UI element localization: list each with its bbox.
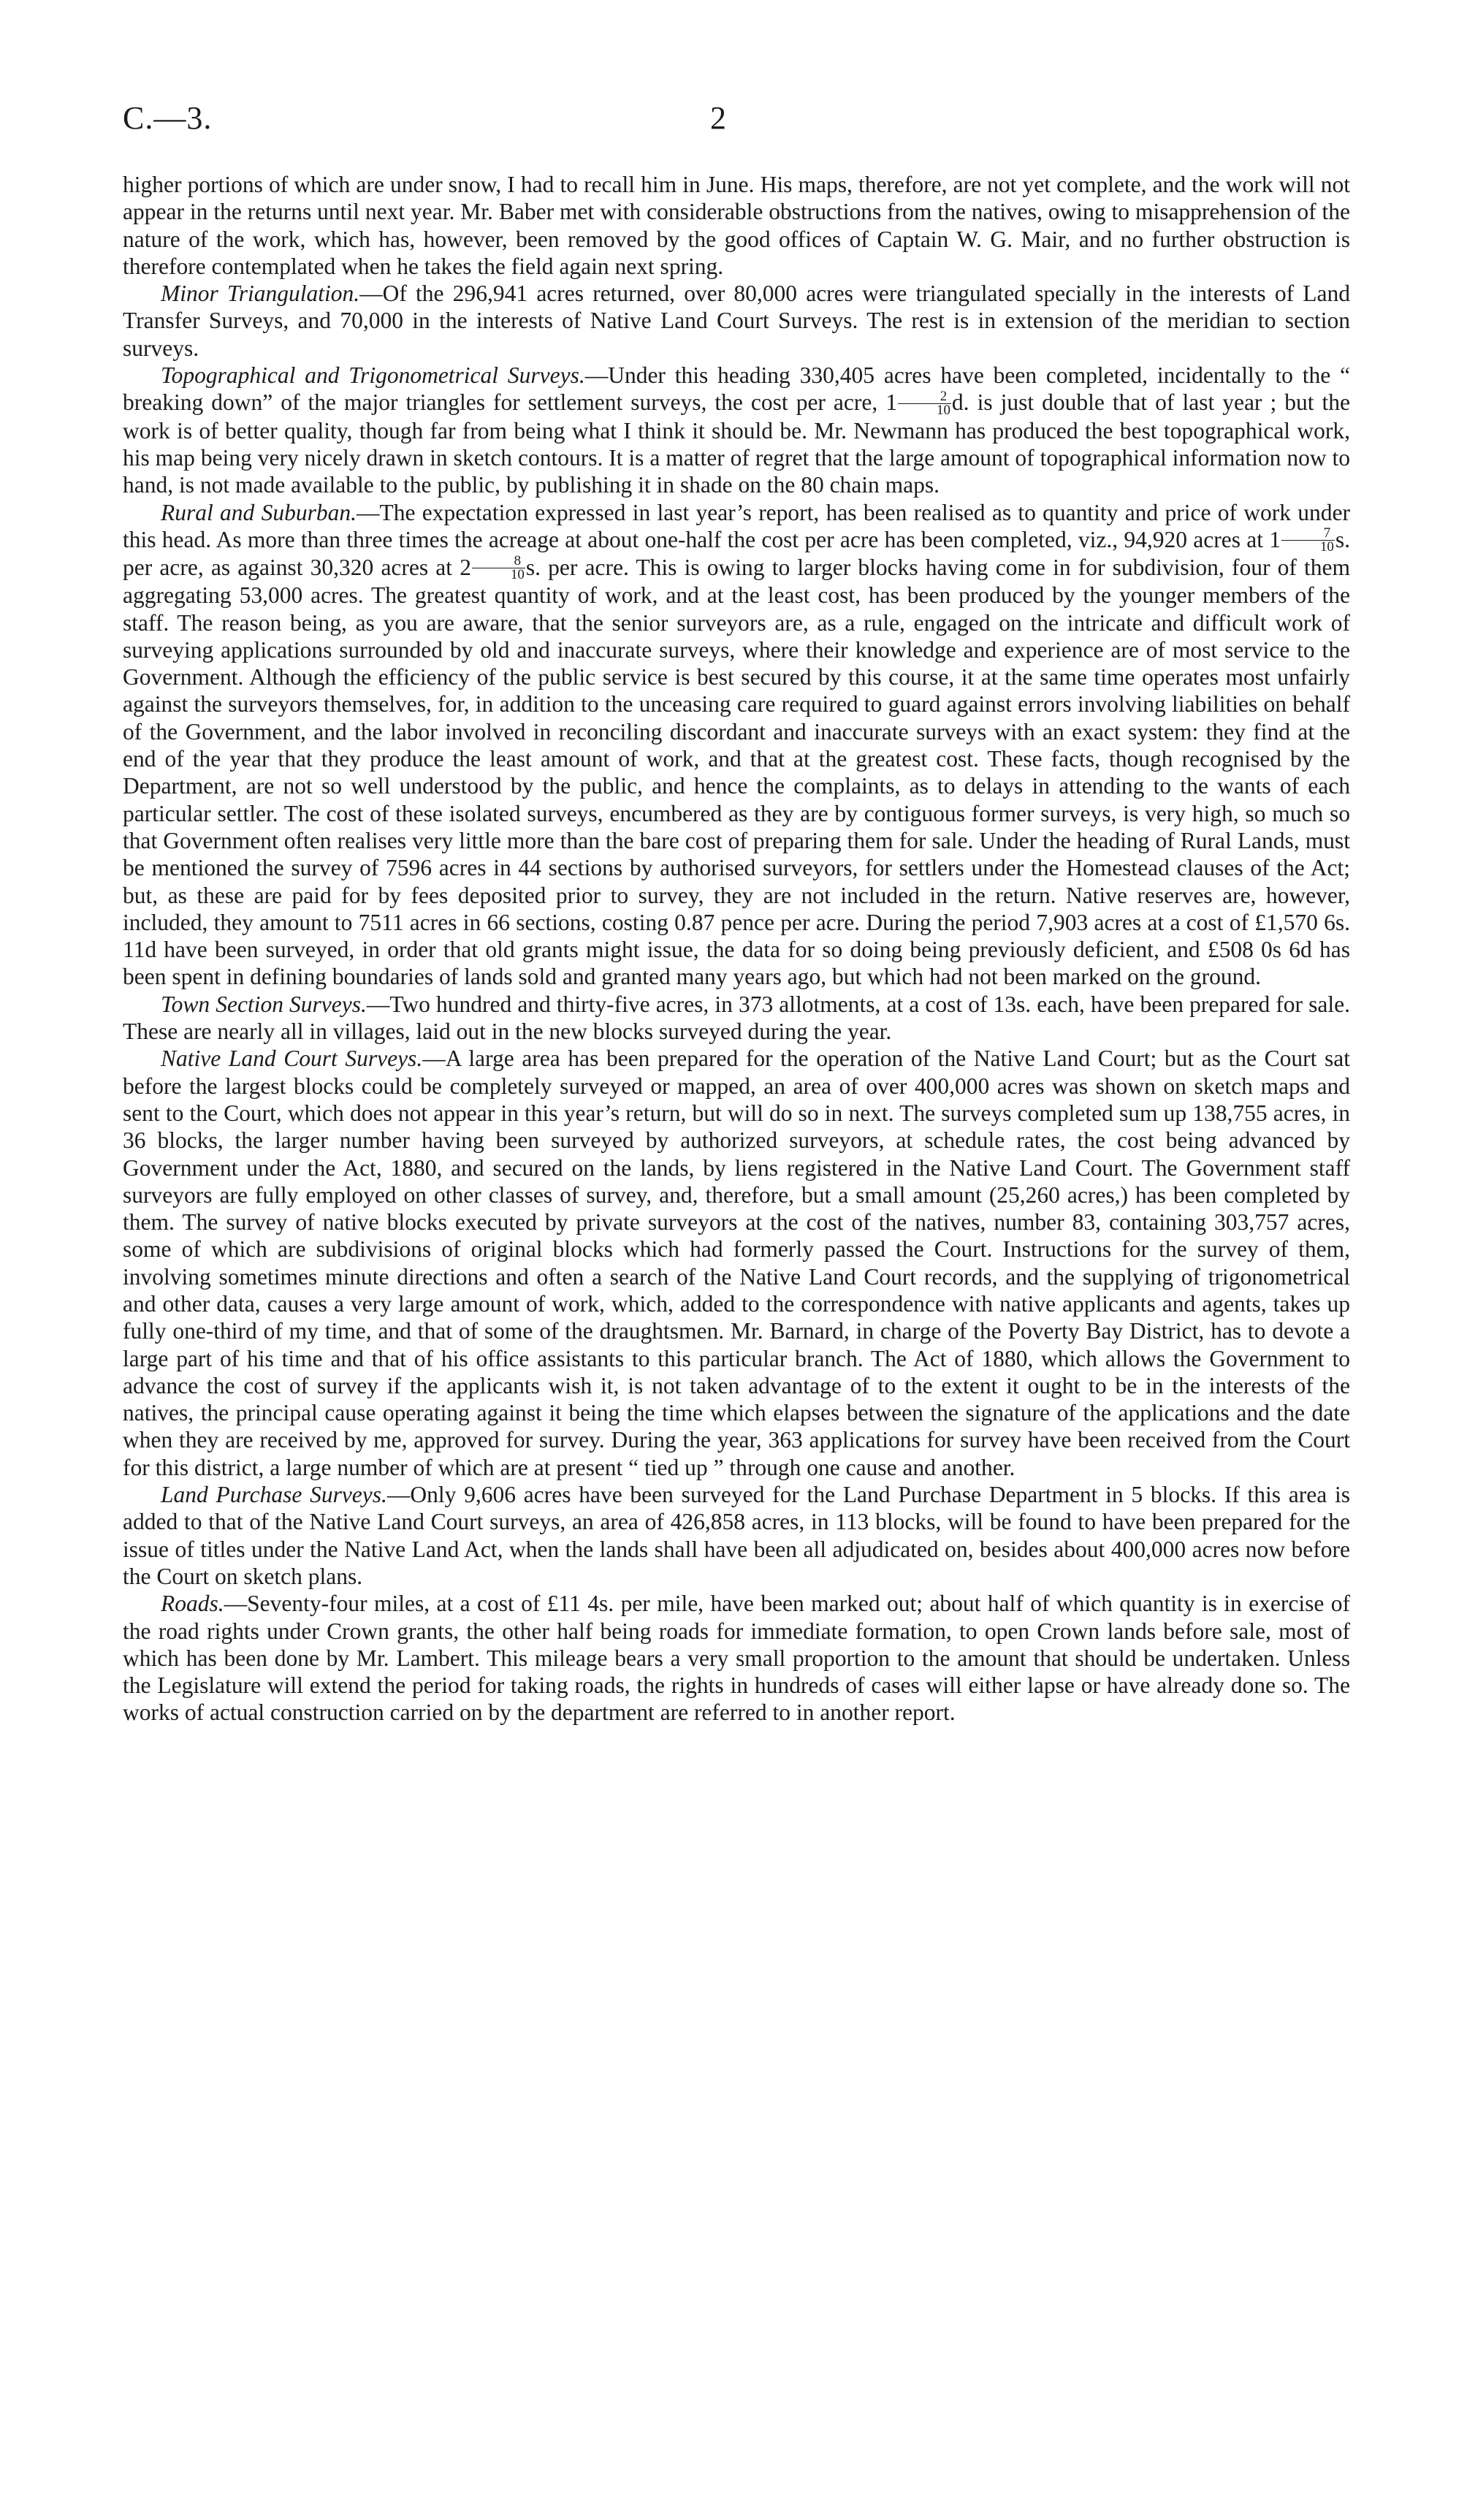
section-heading-town-section-surveys: Town Section Surveys. xyxy=(161,991,367,1017)
paragraph-town-section-surveys xyxy=(123,991,1350,1046)
paragraph-continuation xyxy=(123,171,1350,280)
fraction-denominator: 10 xyxy=(1319,539,1334,555)
paragraph-text: d. is just double that of last year ; but the work is of better quality, though far from being what I think it should be. Mr. Newmann has produced the best topographical work, his map being very nicely drawn in sketch contours. It is a matter of regret that the large amount of topographical information now to hand, is not made available to the public, by publishing it in shade on the 80 chain maps. xyxy=(123,389,1350,498)
fraction-numerator: 2 xyxy=(898,390,951,404)
paragraph-roads xyxy=(123,1590,1350,1726)
paragraph-text: —Of the 296,941 acres returned, over 80,000 acres were triangulated specially in the interests of Land Transfer Surveys, and 70,000 in the interests of Native Land Court Surveys. The rest is in extension of the meridian to section surveys. xyxy=(123,281,1350,361)
fraction xyxy=(898,390,951,417)
paragraph-text: —Two hundred and thirty-five acres, in 373 allotments, at a cost of 13s. each, have been prepared for sale. These are nearly all in villages, laid out in the new blocks surveyed during the year. xyxy=(123,991,1350,1045)
report-body xyxy=(123,171,1350,1727)
paragraph-native-land-court-surveys xyxy=(123,1045,1350,1481)
paragraph-text: s. per acre. This is owing to larger blocks having come in for subdivision, four of them aggregating 53,000 acres. The greatest quantity of work, and at the least cost, has been produced by the younger members of the staff. The reason being, as you are aware, that the senior surveyors are, as a rule, engaged on the intricate and difficult work of surveying applications surrounded by old and inaccurate surveys, where their knowledge and experience are of most service to the Government. Although the efficiency of the public service is best secured by this course, it at the same time operates most unfairly against the surveyors themselves, for, in addition to the unceasing care required to guard against errors involving liabilities on behalf of the Government, and the labor involved in reconciling discordant and inaccurate surveys with an exact system: they find at the end of the year that they produce the least amount of work, and that at the greatest cost. These facts, though recognised by the Department, are not so well understood by the public, and hence the complaints, as to delays in attending to the wants of each particular settler. The cost of these isolated surveys, encumbered as they are by contiguous former surveys, is very high, so much so that Government often realises very little more than the bare cost of preparing them for sale. Under the heading of Rural Lands, must be mentioned the survey of 7596 acres in 44 sections by authorised surveyors, for settlers under the Homestead clauses of the Act; but, as these are paid for by fees deposited prior to survey, they are not included in the return. Native reserves are, however, included, they amount to 7511 acres in 66 sections, costing 0.87 pence per acre. During the period 7,903 acres at a cost of £1,570 6s. 11d have been surveyed, in order that old grants might issue, the data for so doing being previously deficient, and £508 0s 6d has been spent in defining boundaries of lands sold and granted many years ago, but which had not been marked on the ground. xyxy=(123,555,1350,990)
section-heading-land-purchase-surveys: Land Purchase Surveys. xyxy=(161,1482,387,1508)
paragraph-text: higher portions of which are under snow, I had to recall him in June. His maps, therefore, are not yet complete, and the work will not appear in the returns until next year. Mr. Baber met with considerable obstructions from the natives, owing to misapprehension of the nature of the work, which has, however, been removed by the good offices of Captain W. G. Mair, and no further obstruction is therefore contemplated when he takes the field again next spring. xyxy=(123,172,1350,279)
fraction-denominator: 10 xyxy=(937,402,950,418)
paragraph-text: —The expectation expressed in last year’s report, has been realised as to quantity and price of work under this head. As more than three times the acreage at about one-half the cost per acre has been completed, viz., 94,920 acres at 1 xyxy=(123,499,1350,552)
section-heading-native-land-court-surveys: Native Land Court Surveys. xyxy=(161,1046,423,1072)
paragraph-minor-triangulation xyxy=(123,280,1350,362)
page-number: 2 xyxy=(710,100,726,136)
fraction-denominator: 10 xyxy=(510,567,525,583)
paragraph-text: —Under this heading 330,405 acres have been completed, incidentally to the “ breaking down” of the major triangles for settlement surveys, the cost per acre, 1 xyxy=(123,362,1350,416)
fraction xyxy=(1281,527,1335,554)
paragraph-text: —Only 9,606 acres have been surveyed for the Land Purchase Department in 5 blocks. If this area is added to that of the Native Land Court surveys, an area of 426,858 acres, in 113 blocks, will be found to have been prepared for the issue of titles under the Native Land Act, when the lands shall have been all adjudicated on, besides about 400,000 acres now before the Court on sketch plans. xyxy=(123,1482,1350,1589)
section-heading-roads: Roads. xyxy=(161,1591,224,1617)
paragraph-rural-suburban xyxy=(123,499,1350,991)
section-heading-topographical-surveys: Topographical and Trigonometrical Surveys. xyxy=(161,362,585,389)
section-heading-minor-triangulation: Minor Triangulation. xyxy=(161,281,360,307)
section-heading-rural-suburban: Rural and Suburban. xyxy=(161,499,357,525)
document-reference: C.—3. xyxy=(123,100,213,136)
paragraph-text: s. per acre, as against 30,320 acres at 2 xyxy=(123,526,1350,581)
fraction xyxy=(472,555,525,582)
paragraph-land-purchase-surveys xyxy=(123,1481,1350,1590)
paragraph-text: —A large area has been prepared for the operation of the Native Land Court; but as the Court sat before the largest blocks could be completely surveyed or mapped, an area of over 400,000 acres was shown on sketch maps and sent to the Court, which does not appear in this year’s return, but will do so in next. The surveys completed sum up 138,755 acres, in 36 blocks, the larger number having been surveyed by authorized surveyors, at schedule rates, the cost being advanced by Government under the Act, 1880, and secured on the lands, by liens registered in the Native Land Court. The Government staff surveyors are fully employed on other classes of survey, and, therefore, but a small amount (25,260 acres,) has been completed by them. The survey of native blocks executed by private surveyors at the cost of the natives, number 83, containing 303,757 acres, some of which are subdivisions of original blocks which had formerly passed the Court. Instructions for the survey of them, involving sometimes minute directions and often a search of the Native Land Court records, and the supplying of trigonometrical and other data, causes a very large amount of work, which, added to the correspondence with native applicants and agents, takes up fully one-third of my time, and that of some of the draughtsmen. Mr. Barnard, in charge of the Poverty Bay District, has to devote a large part of his time and that of his office assistants to this particular branch. The Act of 1880, which allows the Government to advance the cost of survey if the applicants wish it, is not taken advantage of to the extent it ought to be in the interests of the natives, the principal cause operating against it being the time which elapses between the signature of the applications and the date when they are received by me, approved for survey. During the year, 363 applications for survey have been received from the Court for this district, a large number of which are at present “ tied up ” through one cause and another. xyxy=(123,1046,1350,1480)
page-header xyxy=(123,99,1350,143)
paragraph-topographical-surveys xyxy=(123,362,1350,498)
fraction-numerator: 7 xyxy=(1281,527,1335,541)
paragraph-text: —Seventy-four miles, at a cost of £11 4s. per mile, have been marked out; about half of which quantity is in exercise of the road rights under Crown grants, the other half being roads for immediate formation, to open Crown lands before sale, most of which has been done by Mr. Lambert. This mileage bears a very small proportion to the amount that should be undertaken. Unless the Legislature will extend the period for taking roads, the rights in hundreds of cases will either lapse or have already done so. The works of actual construction carried on by the department are referred to in another report. xyxy=(123,1591,1350,1726)
fraction-numerator: 8 xyxy=(472,555,525,568)
